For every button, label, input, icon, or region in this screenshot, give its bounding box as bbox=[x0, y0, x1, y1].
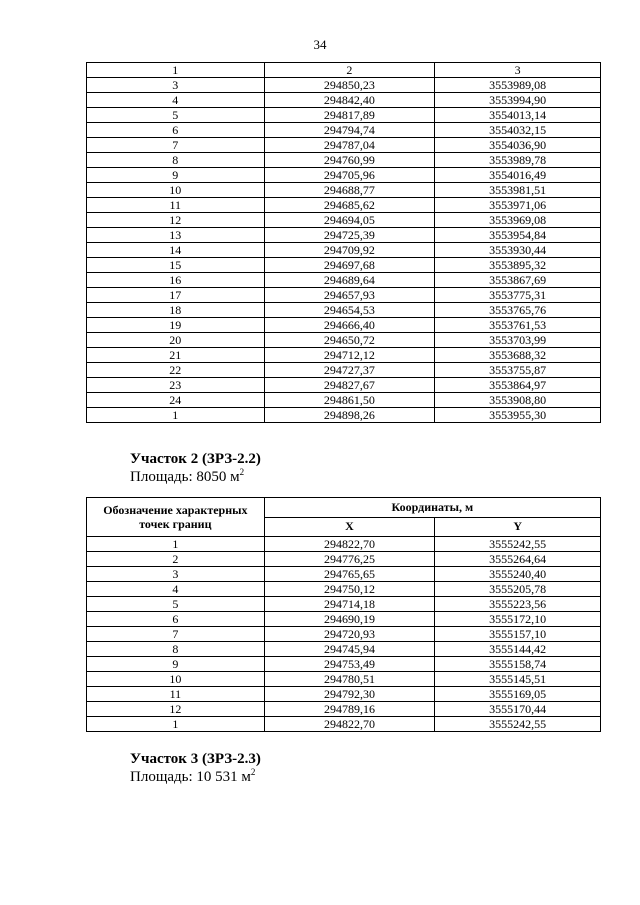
point-number-cell: 8 bbox=[87, 153, 265, 168]
table-row bbox=[87, 213, 601, 228]
table-row bbox=[87, 318, 601, 333]
y-coordinate-cell: 3554032,15 bbox=[435, 123, 601, 138]
point-number-cell: 14 bbox=[87, 243, 265, 258]
plot-2-area-exponent: 2 bbox=[239, 467, 245, 477]
x-coordinate-cell: 294657,93 bbox=[264, 288, 435, 303]
table-row bbox=[87, 243, 601, 258]
point-number-cell: 13 bbox=[87, 228, 265, 243]
table-row bbox=[87, 672, 601, 687]
point-number-cell: 2 bbox=[87, 552, 265, 567]
table-row bbox=[87, 378, 601, 393]
point-number-cell: 4 bbox=[87, 93, 265, 108]
point-designation-header: Обозначение характерных точек границ bbox=[87, 498, 265, 537]
point-number-cell: 11 bbox=[87, 687, 265, 702]
x-coordinate-cell: 294760,99 bbox=[264, 153, 435, 168]
y-coordinate-cell: 3553969,08 bbox=[435, 213, 601, 228]
point-number-cell: 10 bbox=[87, 183, 265, 198]
page-number: 34 bbox=[313, 37, 327, 52]
table-row bbox=[87, 333, 601, 348]
x-coordinate-cell: 294850,23 bbox=[264, 78, 435, 93]
table-row bbox=[87, 93, 601, 108]
x-coordinate-cell: 294694,05 bbox=[264, 213, 435, 228]
x-coordinate-cell: 294898,26 bbox=[264, 408, 435, 423]
table-row bbox=[87, 627, 601, 642]
point-number-cell: 18 bbox=[87, 303, 265, 318]
y-coordinate-cell: 3553765,76 bbox=[435, 303, 601, 318]
y-coordinate-cell: 3553989,78 bbox=[435, 153, 601, 168]
point-number-cell: 15 bbox=[87, 258, 265, 273]
table-row bbox=[87, 363, 601, 378]
table-row bbox=[87, 537, 601, 552]
x-coordinate-cell: 294725,39 bbox=[264, 228, 435, 243]
x-coordinate-cell: 294720,93 bbox=[264, 627, 435, 642]
table-row bbox=[87, 138, 601, 153]
x-coordinate-cell: 294827,67 bbox=[264, 378, 435, 393]
point-number-cell: 3 bbox=[87, 567, 265, 582]
x-coordinate-cell: 294789,16 bbox=[264, 702, 435, 717]
y-coordinate-cell: 3553864,97 bbox=[435, 378, 601, 393]
y-coordinate-cell: 3555205,78 bbox=[435, 582, 601, 597]
table-row bbox=[87, 273, 601, 288]
x-coordinate-cell: 294817,89 bbox=[264, 108, 435, 123]
x-coordinate-cell: 294750,12 bbox=[264, 582, 435, 597]
point-number-cell: 23 bbox=[87, 378, 265, 393]
y-coordinate-cell: 3553971,06 bbox=[435, 198, 601, 213]
point-number-cell: 5 bbox=[87, 108, 265, 123]
point-number-cell: 9 bbox=[87, 657, 265, 672]
point-number-cell: 22 bbox=[87, 363, 265, 378]
x-coordinate-cell: 294689,64 bbox=[264, 273, 435, 288]
y-coordinate-cell: 3553994,90 bbox=[435, 93, 601, 108]
x-coordinate-cell: 294822,70 bbox=[264, 717, 435, 732]
y-coordinate-cell: 3555223,56 bbox=[435, 597, 601, 612]
table-row bbox=[87, 168, 601, 183]
point-number-cell: 21 bbox=[87, 348, 265, 363]
point-number-cell: 6 bbox=[87, 612, 265, 627]
plot-2-area bbox=[130, 467, 244, 486]
point-number-cell: 9 bbox=[87, 168, 265, 183]
y-coordinate-cell: 3555158,74 bbox=[435, 657, 601, 672]
y-coordinate-cell: 3555264,64 bbox=[435, 552, 601, 567]
point-number-cell: 12 bbox=[87, 702, 265, 717]
table-row bbox=[87, 597, 601, 612]
coordinates-table-continued bbox=[86, 62, 601, 423]
point-number-cell: 4 bbox=[87, 582, 265, 597]
y-coordinate-cell: 3553755,87 bbox=[435, 363, 601, 378]
point-number-cell: 7 bbox=[87, 138, 265, 153]
table-row bbox=[87, 567, 601, 582]
x-coordinate-cell: 294709,92 bbox=[264, 243, 435, 258]
table-row bbox=[87, 582, 601, 597]
column-number-1: 1 bbox=[87, 63, 265, 78]
y-coordinate-cell: 3553761,53 bbox=[435, 318, 601, 333]
plot-3-area bbox=[130, 767, 255, 786]
table-row bbox=[87, 408, 601, 423]
y-coordinate-cell: 3555242,55 bbox=[435, 717, 601, 732]
x-coordinate-cell: 294714,18 bbox=[264, 597, 435, 612]
y-coordinate-cell: 3553867,69 bbox=[435, 273, 601, 288]
point-number-cell: 6 bbox=[87, 123, 265, 138]
y-coordinate-cell: 3553895,32 bbox=[435, 258, 601, 273]
y-coordinate-cell: 3553981,51 bbox=[435, 183, 601, 198]
y-coordinate-cell: 3553989,08 bbox=[435, 78, 601, 93]
table-row bbox=[87, 228, 601, 243]
x-coordinate-cell: 294765,65 bbox=[264, 567, 435, 582]
plot-3-area-exponent: 2 bbox=[250, 767, 256, 777]
table-row bbox=[87, 183, 601, 198]
x-coordinate-cell: 294776,25 bbox=[264, 552, 435, 567]
plot-2-area-label: Площадь: 8050 м bbox=[130, 469, 240, 485]
x-coordinate-cell: 294792,30 bbox=[264, 687, 435, 702]
x-coordinate-cell: 294794,74 bbox=[264, 123, 435, 138]
x-coordinate-cell: 294780,51 bbox=[264, 672, 435, 687]
table-row bbox=[87, 642, 601, 657]
column-number-3: 3 bbox=[435, 63, 601, 78]
table-row bbox=[87, 348, 601, 363]
column-number-2: 2 bbox=[264, 63, 435, 78]
y-coordinate-cell: 3554013,14 bbox=[435, 108, 601, 123]
table-row bbox=[87, 552, 601, 567]
point-number-cell: 12 bbox=[87, 213, 265, 228]
x-coordinate-cell: 294697,68 bbox=[264, 258, 435, 273]
point-number-cell: 24 bbox=[87, 393, 265, 408]
point-number-cell: 1 bbox=[87, 717, 265, 732]
y-coordinate-cell: 3553955,30 bbox=[435, 408, 601, 423]
y-coordinate-cell: 3553688,32 bbox=[435, 348, 601, 363]
y-coordinate-cell: 3555240,40 bbox=[435, 567, 601, 582]
plot-2-heading: Участок 2 (ЗРЗ-2.2) bbox=[130, 451, 261, 467]
x-coordinate-cell: 294727,37 bbox=[264, 363, 435, 378]
table-row bbox=[87, 702, 601, 717]
point-number-cell: 20 bbox=[87, 333, 265, 348]
x-coordinate-cell: 294787,04 bbox=[264, 138, 435, 153]
y-coordinate-cell: 3553775,31 bbox=[435, 288, 601, 303]
point-number-cell: 11 bbox=[87, 198, 265, 213]
point-number-cell: 8 bbox=[87, 642, 265, 657]
y-coordinate-cell: 3553703,99 bbox=[435, 333, 601, 348]
y-coordinate-cell: 3555157,10 bbox=[435, 627, 601, 642]
x-coordinate-cell: 294822,70 bbox=[264, 537, 435, 552]
table-row bbox=[87, 657, 601, 672]
y-coordinate-cell: 3555170,44 bbox=[435, 702, 601, 717]
table-row bbox=[87, 198, 601, 213]
y-coordinate-cell: 3553908,80 bbox=[435, 393, 601, 408]
point-number-cell: 19 bbox=[87, 318, 265, 333]
table-row bbox=[87, 612, 601, 627]
table-row bbox=[87, 687, 601, 702]
plot-3-area-label: Площадь: 10 531 м bbox=[130, 769, 251, 785]
table-row bbox=[87, 123, 601, 138]
y-header: Y bbox=[435, 517, 601, 537]
y-coordinate-cell: 3555242,55 bbox=[435, 537, 601, 552]
x-coordinate-cell: 294861,50 bbox=[264, 393, 435, 408]
x-coordinate-cell: 294650,72 bbox=[264, 333, 435, 348]
y-coordinate-cell: 3555172,10 bbox=[435, 612, 601, 627]
x-coordinate-cell: 294842,40 bbox=[264, 93, 435, 108]
point-number-cell: 1 bbox=[87, 537, 265, 552]
x-coordinate-cell: 294685,62 bbox=[264, 198, 435, 213]
x-coordinate-cell: 294666,40 bbox=[264, 318, 435, 333]
y-coordinate-cell: 3555145,51 bbox=[435, 672, 601, 687]
x-coordinate-cell: 294688,77 bbox=[264, 183, 435, 198]
table-row bbox=[87, 393, 601, 408]
plot-2-coordinates-table bbox=[86, 497, 601, 732]
y-coordinate-cell: 3554016,49 bbox=[435, 168, 601, 183]
plot-3-heading: Участок 3 (ЗРЗ-2.3) bbox=[130, 751, 261, 767]
x-coordinate-cell: 294712,12 bbox=[264, 348, 435, 363]
y-coordinate-cell: 3554036,90 bbox=[435, 138, 601, 153]
x-coordinate-cell: 294690,19 bbox=[264, 612, 435, 627]
point-number-cell: 16 bbox=[87, 273, 265, 288]
table-row bbox=[87, 153, 601, 168]
y-coordinate-cell: 3555169,05 bbox=[435, 687, 601, 702]
table-row bbox=[87, 78, 601, 93]
point-number-cell: 10 bbox=[87, 672, 265, 687]
y-coordinate-cell: 3553954,84 bbox=[435, 228, 601, 243]
table-row bbox=[87, 108, 601, 123]
point-number-cell: 5 bbox=[87, 597, 265, 612]
table-row bbox=[87, 258, 601, 273]
table-row bbox=[87, 288, 601, 303]
y-coordinate-cell: 3555144,42 bbox=[435, 642, 601, 657]
point-number-cell: 1 bbox=[87, 408, 265, 423]
x-coordinate-cell: 294745,94 bbox=[264, 642, 435, 657]
point-number-cell: 17 bbox=[87, 288, 265, 303]
y-coordinate-cell: 3553930,44 bbox=[435, 243, 601, 258]
column-number-row bbox=[87, 63, 601, 78]
x-coordinate-cell: 294705,96 bbox=[264, 168, 435, 183]
x-header: X bbox=[264, 517, 435, 537]
table-row bbox=[87, 303, 601, 318]
coordinates-header: Координаты, м bbox=[264, 498, 600, 518]
table-row bbox=[87, 717, 601, 732]
x-coordinate-cell: 294753,49 bbox=[264, 657, 435, 672]
x-coordinate-cell: 294654,53 bbox=[264, 303, 435, 318]
point-number-cell: 3 bbox=[87, 78, 265, 93]
point-number-cell: 7 bbox=[87, 627, 265, 642]
